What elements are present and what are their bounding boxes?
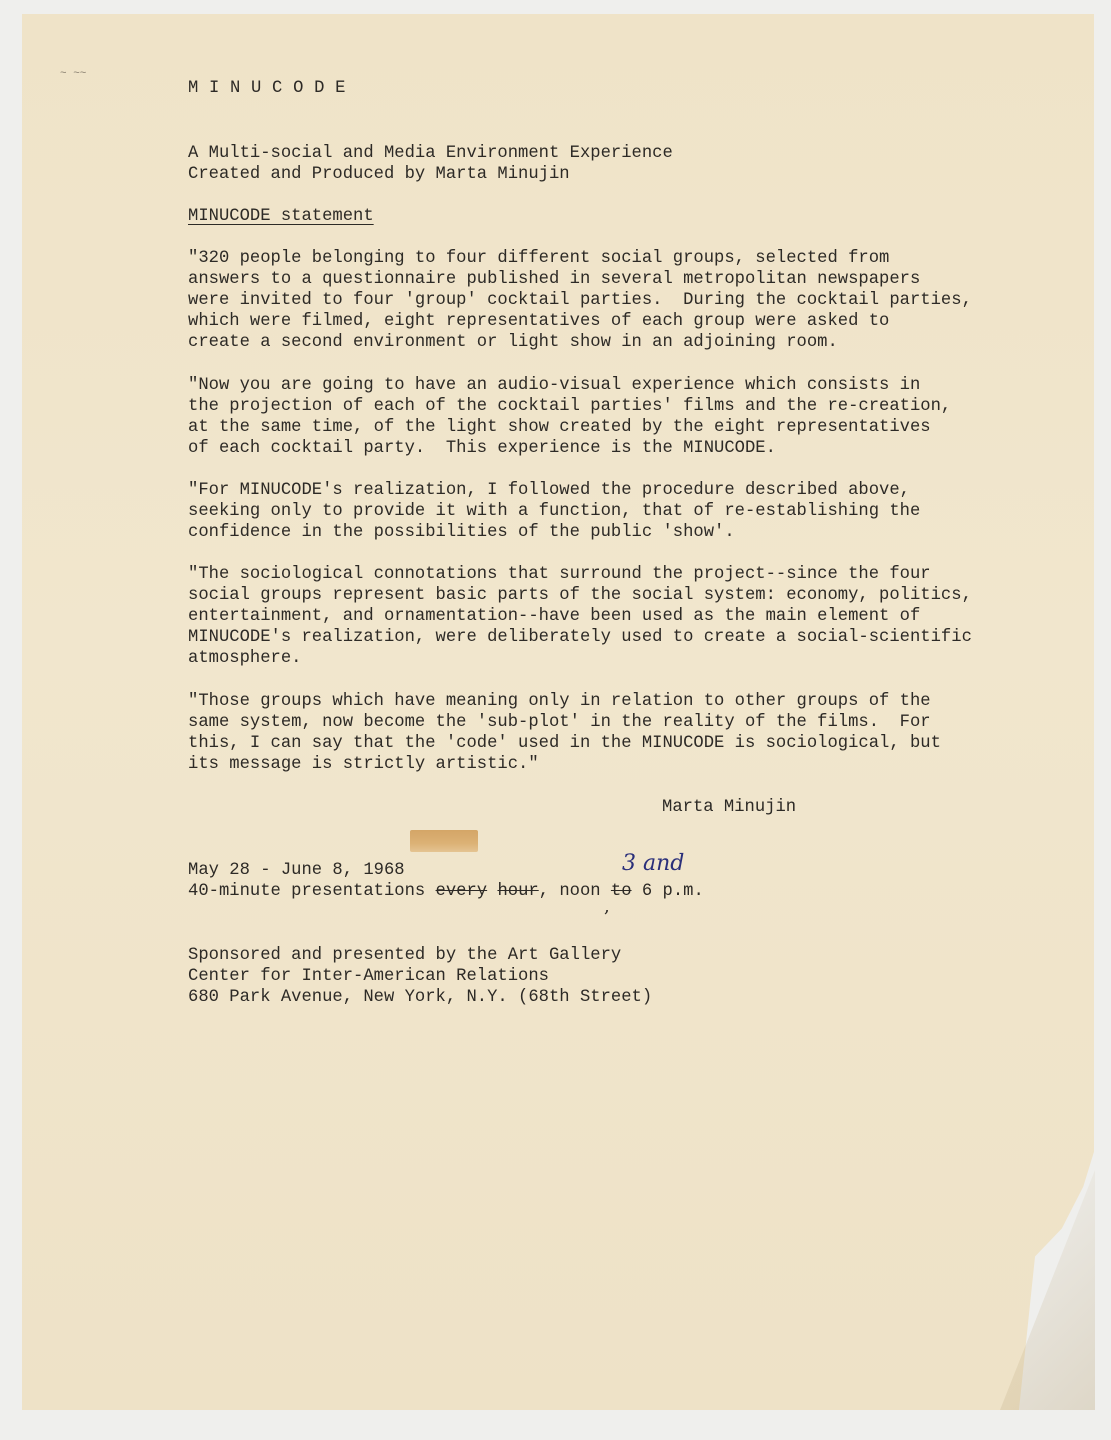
handwritten-comma: , (604, 896, 610, 917)
sponsor-block (188, 945, 652, 1008)
date-range: May 28 - June 8, 1968 (188, 861, 405, 880)
tape-stain (410, 830, 478, 852)
subtitle-block (188, 143, 673, 185)
document-heading: MINUCODE (188, 79, 357, 98)
paragraph: "The sociological connotations that surround the project--since the four social groups represent basic parts of the social system: economy, politics, entertainment, and ornamentation--have been used as the main element of MINUCODE's realization, were deliberately used to create a social-scientific atmosphere. (188, 565, 972, 668)
handwritten-insert: 3 and (622, 851, 685, 876)
signature: Marta Minujin (662, 798, 797, 817)
subtitle-line: A Multi-social and Media Environment Experience (188, 144, 673, 163)
presentation-suffix: 6 p.m. (631, 882, 704, 901)
sponsor-line: Center for Inter-American Relations (188, 967, 549, 986)
presentation-prefix: 40-minute presentations (188, 882, 436, 901)
struck-word-every: every (435, 882, 488, 901)
margin-pencil-mark: ~ ~~ (60, 68, 87, 80)
sponsor-line: 680 Park Avenue, New York, N.Y. (68th Street) (188, 988, 653, 1007)
presentation-middle: , noon (538, 882, 611, 901)
paragraph: "320 people belonging to four different social groups, selected from answers to a questionnaire published in several metropolitan newspapers were invited to four 'group' cocktail parties. During the cocktail parties, which were filmed, eight representatives of each group were asked to create a second environment or light show in an adjoining room. (188, 249, 972, 352)
subtitle-line: Created and Produced by Marta Minujin (188, 165, 570, 184)
sponsor-line: Sponsored and presented by the Art Gallery (188, 946, 622, 965)
paragraph: "For MINUCODE's realization, I followed the procedure described above, seeking only to provide it with a function, that of re-establishing the confidence in the possibilities of the public 'show'. (188, 481, 921, 542)
struck-word-to: to (610, 882, 632, 901)
statement-heading: MINUCODE statement (188, 207, 374, 226)
paragraph: "Those groups which have meaning only in relation to other groups of the same system, now become the 'sub-plot' in the reality of the films. For this, I can say that the 'code' used in the MINUCODE is sociological, but its message is strictly artistic." (188, 692, 941, 774)
space (487, 882, 497, 901)
paragraph: "Now you are going to have an audio-visual experience which consists in the projection of each of the cocktail parties' films and the re-creation, at the same time, of the light show created by the eight representatives of each cocktail party. This experience is the MINUCODE. (188, 376, 952, 458)
struck-word-hour: hour (497, 882, 539, 901)
